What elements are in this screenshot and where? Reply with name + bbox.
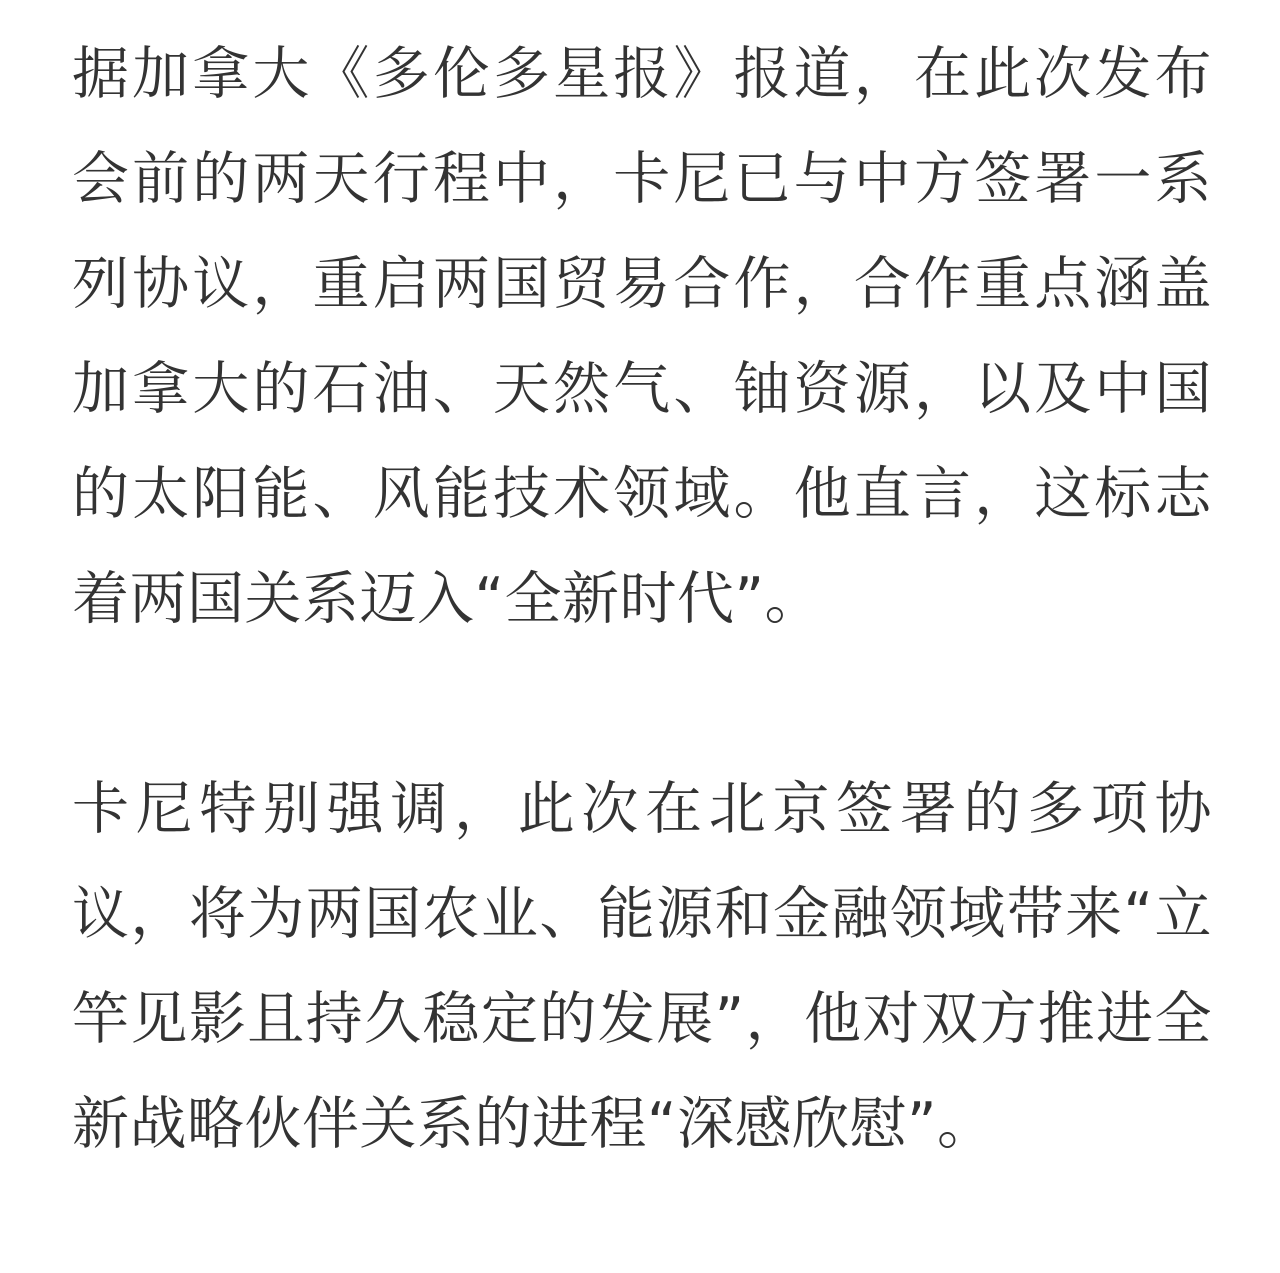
paragraph-2: 卡尼特别强调，此次在北京签署的多项协议，将为两国农业、能源和金融领域带来“立竿见影且持久稳定的发展”，他对双方推进全新战略伙伴关系的进程“深感欣慰”。: [72, 776, 1212, 1157]
paragraph-1: 据加拿大《多伦多星报》报道，在此次发布会前的两天行程中，卡尼已与中方签署一系列协议，重启两国贸易合作，合作重点涵盖加拿大的石油、天然气、铀资源，以及中国的太阳能、风能技术领域。他直言，这标志着两国关系迈入“全新时代”。: [72, 41, 1212, 632]
article-body: [72, 22, 1212, 1177]
